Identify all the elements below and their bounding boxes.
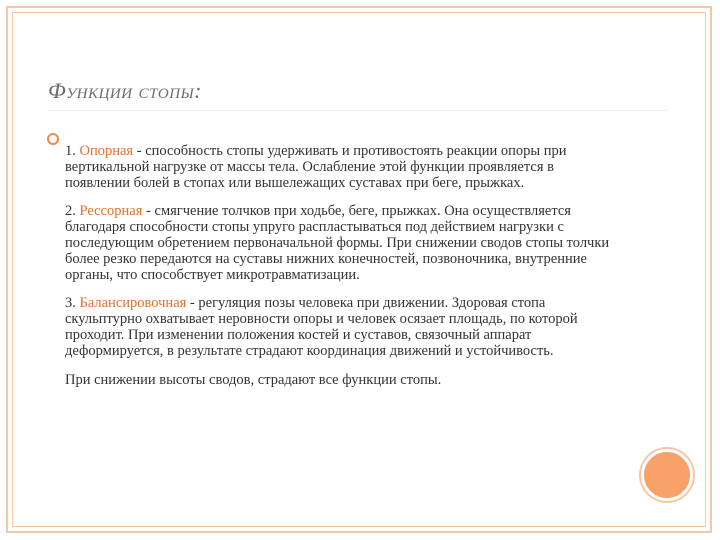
item-text: регуляция позы человека при движении. Здоровая стопа скульптурно охватывает неровности опоры и человек осязает площадь, по которой проходит. При изменении положения костей и суставов, связочный аппарат деформируется, в результате страдают координация движений и устойчивость. (65, 295, 578, 359)
title-divider (48, 110, 668, 111)
item-dash: - (142, 203, 155, 220)
hollow-circle-bullet-icon (47, 133, 59, 145)
item-dash: - (133, 143, 146, 159)
item-term: Опорная (79, 143, 134, 159)
item-term: Рессорная (79, 203, 143, 220)
item-number: 2. (65, 203, 76, 220)
slide-title: Функции стопы: (48, 78, 202, 103)
item-term: Балансировочная (79, 295, 187, 312)
item-dash: - (186, 295, 199, 312)
item-number: 3. (65, 295, 76, 312)
function-item-1 (65, 144, 615, 191)
function-item-3 (65, 296, 615, 359)
orange-circle-icon (641, 449, 693, 501)
slide-body (65, 144, 615, 401)
item-number: 1. (65, 143, 76, 159)
item-text: способность стопы удерживать и противостоять реакции опоры при вертикальной нагрузке от массы тела. Ослабление этой функции проявляется в появлении болей в стопах или вышележащих суставах при беге, прыжках. (65, 143, 567, 191)
conclusion-text: При снижении высоты сводов, страдают все функции стопы. (65, 371, 442, 388)
function-item-2 (65, 204, 615, 283)
item-text: смягчение толчков при ходьбе, беге, прыжках. Она осуществляется благодаря способности стопы упруго распластываться под действием нагрузки с последующим обретением первоначальной формы. При снижении сводов стопы толчки более резко передаются на суставы нижних конечностей, позвоночника, внутренние органы, что способствует микротравматизации. (65, 203, 610, 283)
